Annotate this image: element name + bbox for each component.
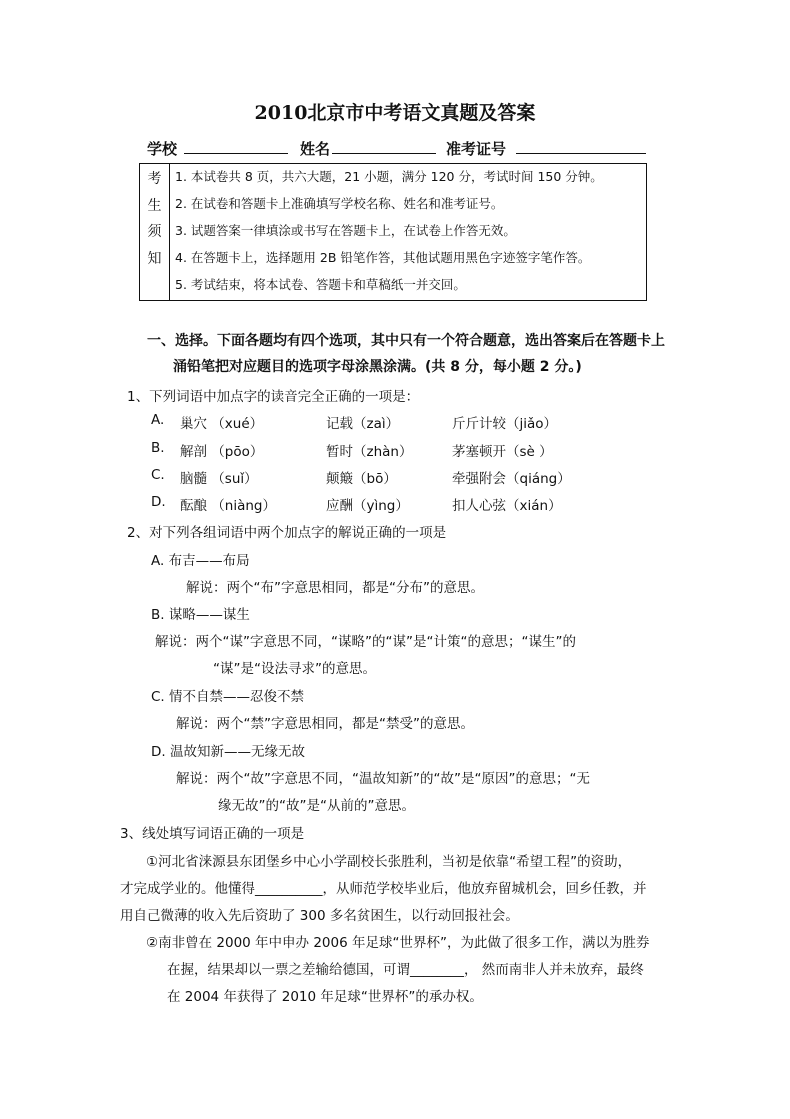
- page-title: 2010北京市中考语文真题及答案: [254, 102, 536, 124]
- question-3-stem: 3、线处填写词语正确的一项是: [120, 826, 305, 842]
- passage-2-line: ②南非曾在 2000 年中申办 2006 年足球“世界杯”，为此做了很多工作，满以为胜券: [146, 935, 650, 951]
- option-c-explanation: 解说：两个“禁”字意思相同，都是“禁受”的意思。: [176, 716, 474, 732]
- notice-label-char: 考: [147, 171, 162, 187]
- question-1-stem: 1、下列词语中加点字的读音完全正确的一项是：: [127, 389, 420, 405]
- option-choice: 斤斤计较（jiǎo）: [452, 416, 558, 432]
- passage-1-line: 用自己微薄的收入先后资助了 300 多名贫困生，以行动回报社会。: [120, 908, 519, 924]
- passage-2-line: 在 2004 年获得了 2010 年足球“世界杯”的承办权。: [167, 989, 483, 1005]
- exam-id-blank: [516, 153, 646, 154]
- option-choice: 应酬（yìng）: [326, 498, 409, 514]
- option-choice: 酝酿 （niàng）: [180, 498, 276, 514]
- notice-label-char: 知: [147, 251, 162, 267]
- option-c-title: C. 情不自禁——忍俊不禁: [151, 689, 305, 705]
- notice-label-char: 生: [147, 198, 162, 214]
- notice-item: 3. 试题答案一律填涂或书写在答题卡上，在试卷上作答无效。: [175, 223, 516, 238]
- option-d-explanation-cont: 缘无故”的“故”是“从前的”意思。: [218, 798, 415, 814]
- option-choice: 颠簸（bō）: [326, 471, 397, 487]
- passage-1-line: 才完成学业的。他懂得__________，从师范学校毕业后，他放弃留城机会，回乡任教，并: [120, 881, 647, 897]
- option-a-explanation: 解说：两个“布”字意思相同，都是“分布”的意思。: [186, 580, 484, 596]
- option-letter: D.: [151, 494, 166, 510]
- question-2-stem: 2、对下列各组词语中两个加点字的解说正确的一项是: [127, 525, 447, 541]
- option-d-title: D. 温故知新——无缘无故: [151, 744, 305, 760]
- passage-2-line: 在握，结果却以一票之差输给德国，可谓________， 然而南非人并未放弃，最终: [167, 962, 644, 978]
- option-choice: 解剖 （pōo）: [180, 444, 264, 460]
- section-heading-cont: 涌铅笔把对应题目的选项字母涂黑涂满。(共 8 分，每小题 2 分。): [173, 359, 582, 375]
- option-b-title: B. 谋略——谋生: [151, 607, 250, 623]
- passage-1-line: ①河北省涞源县东团堡乡中心小学副校长张胜利，当初是依靠“希望工程”的资助，: [146, 854, 632, 870]
- notice-label-char: 须: [147, 224, 162, 240]
- option-choice: 茅塞顿开（sè ）: [452, 444, 553, 460]
- option-letter: B.: [151, 440, 165, 456]
- notice-item: 5. 考试结束，将本试卷、答题卡和草稿纸一并交回。: [175, 277, 466, 292]
- option-a-title: A. 布吉——布局: [151, 553, 250, 569]
- school-blank: [184, 153, 288, 154]
- notice-label-column: [140, 164, 170, 300]
- option-choice: 记载（zaì）: [326, 416, 400, 432]
- option-d-explanation: 解说：两个“故”字意思不同，“温故知新”的“故”是“原因”的意思；“无: [176, 771, 590, 787]
- exam-id-label: 准考证号: [446, 140, 507, 158]
- option-choice: 暂时（zhàn）: [326, 444, 413, 460]
- option-letter: A.: [151, 412, 165, 428]
- notice-item: 1. 本试卷共 8 页，共六大题，21 小题，满分 120 分，考试时间 150 分钟。: [175, 169, 603, 184]
- option-choice: 脑髓 （suǐ）: [180, 471, 258, 487]
- option-choice: 牵强附会（qiáng）: [452, 471, 571, 487]
- name-label: 姓名: [300, 140, 331, 158]
- section-heading: 一、选择。下面各题均有四个选项，其中只有一个符合题意，选出答案后在答题卡上: [147, 333, 665, 349]
- option-b-explanation: 解说：两个“谋”字意思不同，“谋略”的“谋”是“计策“的意思；“谋生”的: [155, 634, 576, 650]
- option-b-explanation-cont: “谋”是“设法寻求”的意思。: [213, 661, 376, 677]
- option-choice: 扣人心弦（xián）: [452, 498, 562, 514]
- notice-item: 2. 在试卷和答题卡上准确填写学校名称、姓名和准考证号。: [175, 196, 504, 211]
- option-choice: 巢穴 （xué）: [180, 416, 264, 432]
- name-blank: [332, 153, 436, 154]
- option-letter: C.: [151, 467, 165, 483]
- notice-item: 4. 在答题卡上，选择题用 2B 铅笔作答，其他试题用黑色字迹签字笔作答。: [175, 250, 591, 265]
- school-label: 学校: [147, 140, 178, 158]
